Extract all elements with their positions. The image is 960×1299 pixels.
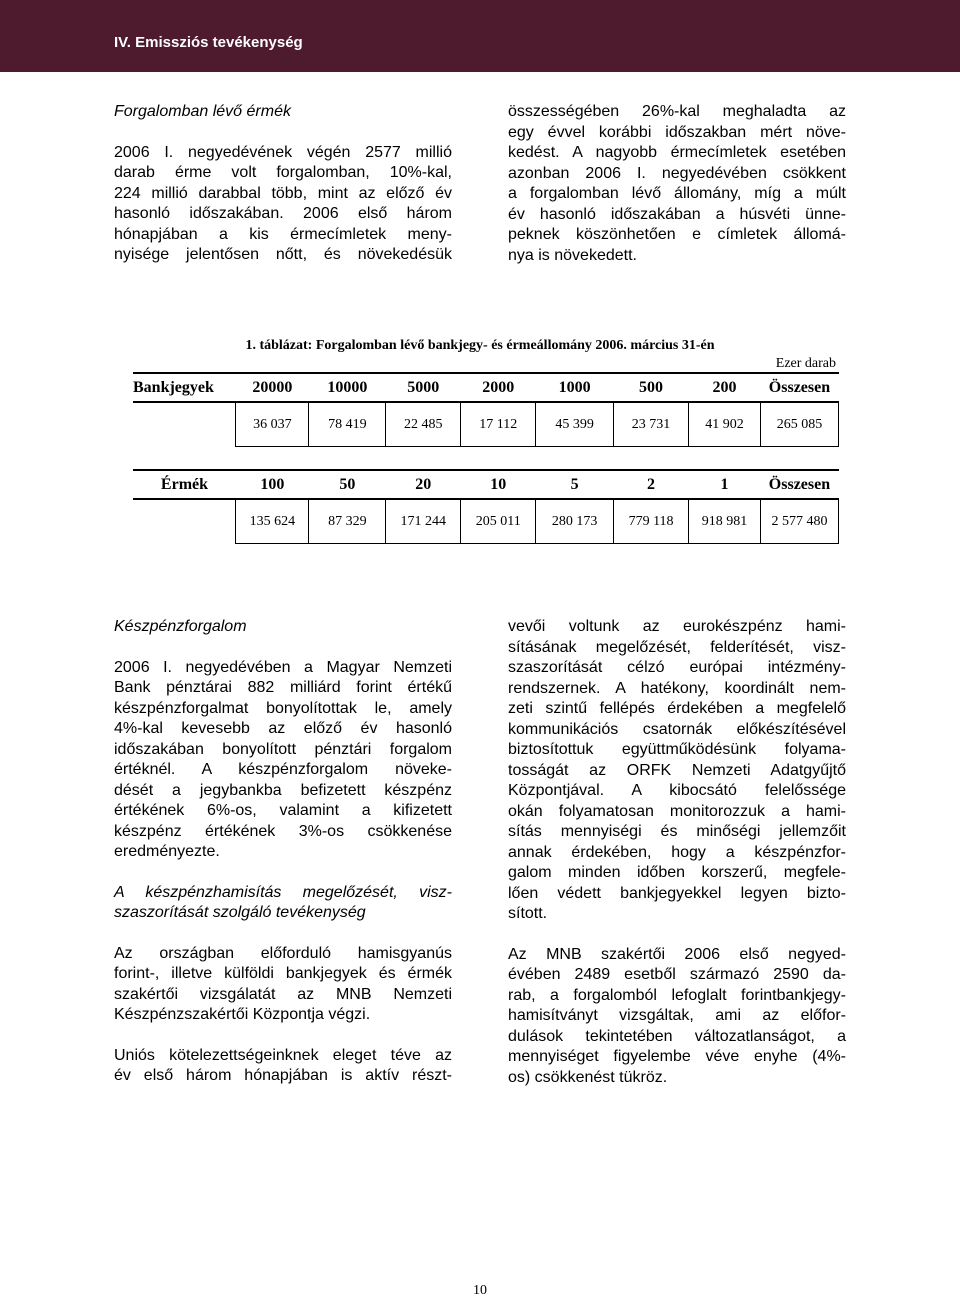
text-line: 224 millió darabbal több, mint az előző év	[114, 184, 452, 202]
text-line: lően védett bankjegyekkel legyen bizto-	[508, 884, 846, 902]
text-line: Uniós kötelezettségeinknek eleget téve az	[114, 1046, 452, 1064]
text-line: a forgalomban lévő állomány, míg a múlt	[508, 185, 846, 202]
eu-obligations-paragraph	[114, 1046, 452, 1087]
table-value-cell: 779 118	[614, 499, 689, 544]
text-line: Az MNB szakértői 2006 első negyed-	[508, 945, 846, 963]
text-line: vevői voltunk az eurokészpénz hami-	[508, 618, 846, 635]
table-value-cell: 22 485	[386, 402, 461, 447]
table-header-cell: 10	[461, 470, 536, 499]
text-line: os) csökkenést tükröz.	[508, 1068, 668, 1086]
table-header-cell: 1000	[536, 373, 614, 402]
expert-paragraph	[114, 944, 452, 1026]
table-header-cell: Összesen	[760, 470, 838, 499]
table-header-cell: 1	[689, 470, 761, 499]
text-line: időszakában bonyolított pénztári forgalom	[114, 740, 452, 758]
section1-right-column	[508, 102, 846, 266]
counterfeit-subheading	[114, 883, 452, 924]
table-header-cell: 200	[689, 373, 761, 402]
banknote-header-row	[133, 373, 839, 402]
table-header-cell: Összesen	[760, 373, 838, 402]
table-unit: Ezer darab	[775, 356, 836, 371]
section1-right-text	[508, 102, 846, 266]
table-value-cell: 78 419	[309, 402, 386, 447]
table-value-cell: 205 011	[461, 499, 536, 544]
table-header-cell: 10000	[309, 373, 386, 402]
table-value-cell: 45 399	[536, 402, 614, 447]
section2-heading: Készpénzforgalom	[114, 618, 247, 635]
text-line: szaszorítását célzó európai intézmény-	[508, 659, 846, 676]
table-header-cell: 100	[236, 470, 309, 499]
cooperation-paragraph	[508, 617, 846, 925]
text-line: kommunikációs csatornák előkészítésével	[508, 720, 846, 738]
table-value-cell: 280 173	[536, 499, 614, 544]
section1-left-column	[114, 102, 452, 266]
table-value-cell: 41 902	[689, 402, 761, 447]
table-value-cell: 918 981	[689, 499, 761, 544]
table-header-cell: 5	[536, 470, 614, 499]
text-line: nyisége jelentősen nőtt, és növekedésük	[114, 246, 452, 263]
text-line: szakértői vizsgálatát az MNB Nemzeti	[114, 985, 452, 1003]
text-line: 2006 I. negyedévében a Magyar Nemzeti	[114, 658, 452, 676]
text-line: készpénz értékének 3%-os csökkenése	[114, 822, 452, 840]
text-line: Készpénzszakértői Központja végzi.	[114, 1006, 371, 1023]
coin-header-row	[133, 470, 839, 499]
text-line: évében 2489 esetből származó 2590 da-	[508, 966, 846, 983]
table-value-cell: 87 329	[309, 499, 386, 544]
table-value-cell: 36 037	[236, 402, 309, 447]
text-line: Bank pénztárai 882 milliárd forint értékű	[114, 679, 452, 696]
text-line: okán folyamatosan monitorozzuk a hami-	[508, 802, 846, 820]
text-line: hamisítványt vizsgáltak, ami az előfor-	[508, 1007, 846, 1024]
table-header-cell: 2	[614, 470, 689, 499]
text-line: annak érdekében, hogy a készpénzfor-	[508, 843, 846, 861]
coin-label: Érmék	[133, 470, 236, 499]
text-line: egy évvel korábbi időszakban mért növe-	[508, 123, 846, 141]
text-line: hónapjában a kis érmecímletek meny-	[114, 225, 452, 243]
text-line: A készpénzhamisítás megelőzését, visz-	[114, 883, 452, 901]
table-header-cell: 20	[386, 470, 461, 499]
text-line: 4%-kal kevesebb az előző év hasonló	[114, 720, 452, 737]
table-header-cell: 5000	[386, 373, 461, 402]
text-line: Az országban előforduló hamisgyanús	[114, 944, 452, 962]
text-line: azonban 2006 I. negyedévében csökkent	[508, 164, 846, 182]
table-value-cell: 17 112	[461, 402, 536, 447]
section2-left-column	[114, 617, 452, 1087]
text-line: rendszernek. A hatékony, koordinált nem-	[508, 679, 846, 697]
table-value-cell: 23 731	[614, 402, 689, 447]
table-caption: 1. táblázat: Forgalomban lévő bankjegy- és érmeállomány 2006. március 31-én	[245, 338, 715, 353]
table-header-cell: 2000	[461, 373, 536, 402]
section-title: IV. Emissziós tevékenység	[114, 34, 303, 51]
table-value-cell: 2 577 480	[760, 499, 838, 544]
cash-turnover-paragraph	[114, 658, 452, 863]
table-value-cell: 265 085	[760, 402, 838, 447]
text-line: sításának megelőzését, felderítését, visz-	[508, 638, 846, 656]
text-line: mennyiséget figyelembe véve enyhe (4%-	[508, 1048, 846, 1065]
text-line: tosságát az ORFK Nemzeti Adatgyűjtő	[508, 761, 846, 779]
text-line: Központjával. A kibocsátó felelőssége	[508, 782, 846, 799]
page-number: 10	[473, 1283, 487, 1298]
section1-left-text	[114, 143, 452, 266]
text-line: értékének 6%-os, valamint a kifizetett	[114, 802, 452, 819]
text-line: sított.	[508, 905, 548, 922]
text-line: év első három hónapjában is aktív részt-	[114, 1067, 452, 1084]
text-line: forint-, illetve külföldi bankjegyek és érmék	[114, 965, 452, 982]
text-line: peknek köszönhetően e címletek állomá-	[508, 226, 846, 243]
table-header-cell: 50	[309, 470, 386, 499]
text-line: eredményezte.	[114, 843, 220, 860]
table-value-cell: 135 624	[236, 499, 309, 544]
text-line: szaszorítását szolgáló tevékenység	[114, 904, 366, 921]
coin-values-row	[133, 499, 839, 544]
text-line: 2006 I. negyedévének végén 2577 millió	[114, 143, 452, 161]
text-line: összességében 26%-kal meghaladta az	[508, 103, 846, 120]
text-line: dulások tekintetében változatlanságot, a	[508, 1027, 846, 1045]
banknote-label: Bankjegyek	[133, 373, 236, 402]
text-line: év hasonló időszakában a húsvéti ünne-	[508, 205, 846, 223]
table-value-cell: 171 244	[386, 499, 461, 544]
text-line: készpénzforgalmat bonyolítottak le, amely	[114, 699, 452, 717]
text-line: kedést. A nagyobb érmecímletek esetében	[508, 144, 846, 161]
text-line: galom minden időben korszerű, megfele-	[508, 864, 846, 881]
section2-right-column	[508, 617, 846, 1088]
table-header-cell: 20000	[236, 373, 309, 402]
text-line: értéknél. A készpénzforgalom növeke-	[114, 761, 452, 778]
text-line: biztosítottuk együttműködésünk folyama-	[508, 741, 846, 758]
text-line: sítás mennyiségi és minőségi jellemzőit	[508, 823, 846, 840]
text-line: hasonló időszakában. 2006 első három	[114, 205, 452, 222]
banknote-values-row	[133, 402, 839, 447]
analysis-paragraph	[508, 945, 846, 1089]
section1-heading: Forgalomban lévő érmék	[114, 103, 291, 120]
table-header-cell: 500	[614, 373, 689, 402]
text-line: nya is növekedett.	[508, 246, 637, 264]
text-line: dését a jegybankba befizetett készpénz	[114, 781, 452, 799]
text-line: darab érme volt forgalomban, 10%-kal,	[114, 164, 452, 181]
text-line: zeti szintű fellépés érdekében a megfelelő	[508, 700, 846, 717]
text-line: rab, a forgalomból lefoglalt forintbankjegy-	[508, 986, 846, 1004]
emission-table	[133, 372, 839, 544]
